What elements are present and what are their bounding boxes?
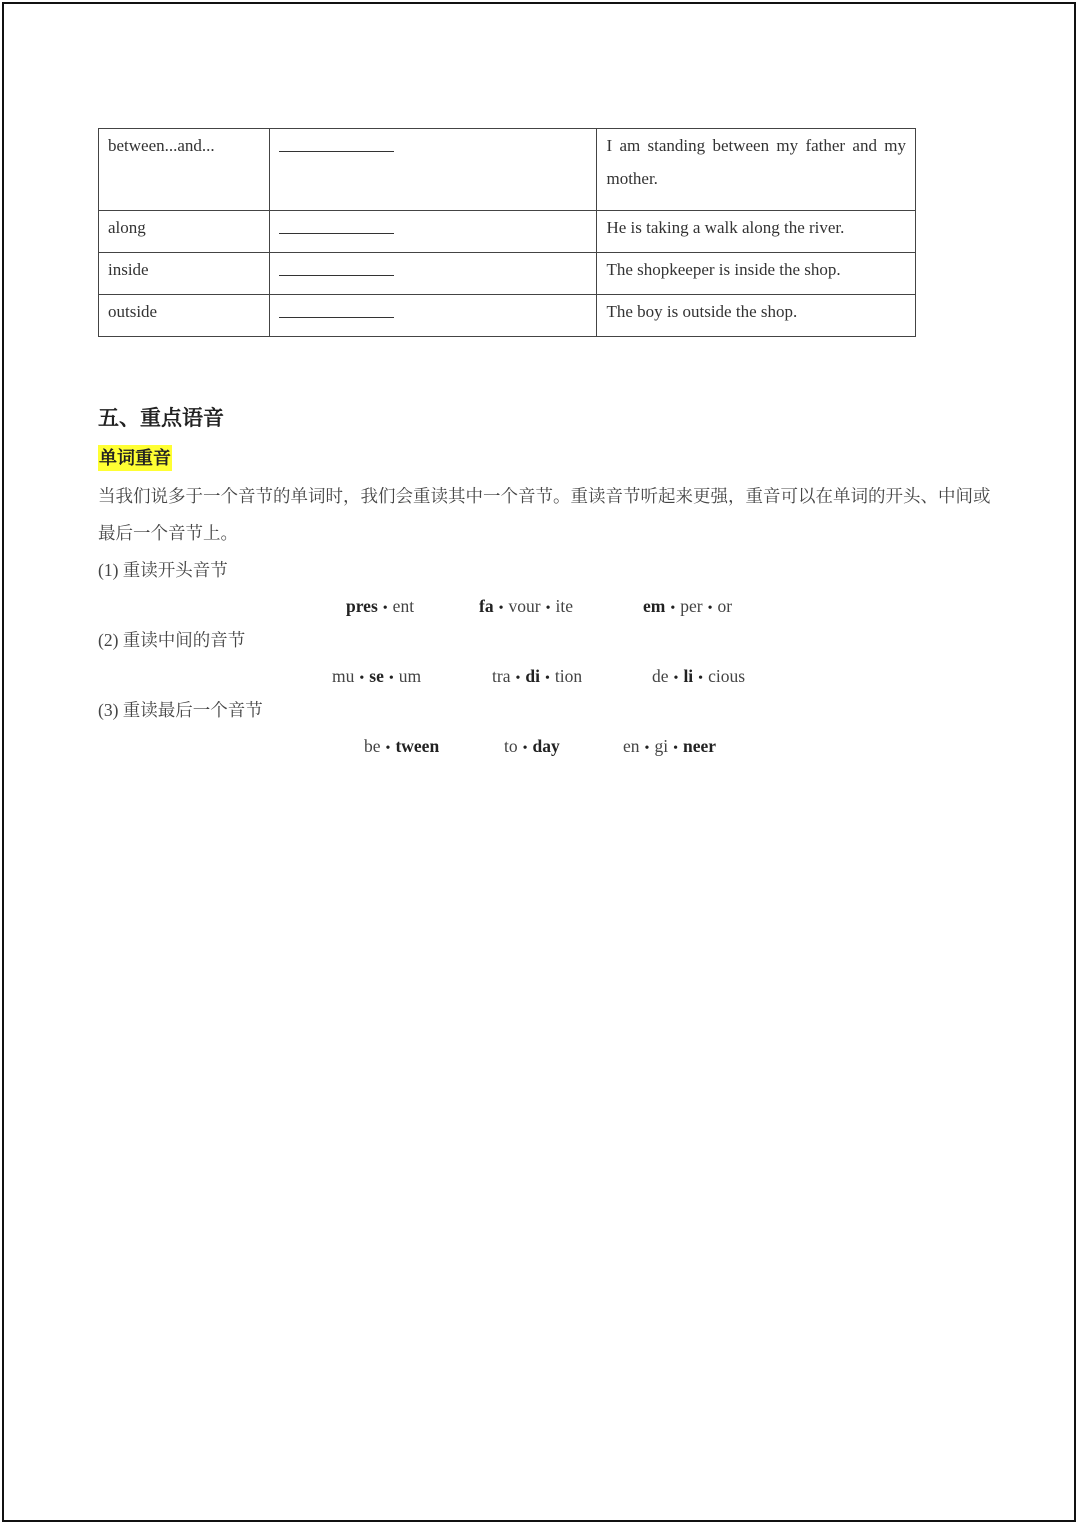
stressed-syllable: day xyxy=(532,736,560,756)
table-row xyxy=(99,253,916,295)
syllable-separator: • xyxy=(359,671,365,686)
stressed-syllable: em xyxy=(643,596,666,616)
vocabulary-table xyxy=(98,128,916,337)
syllable: en xyxy=(623,736,640,756)
stress-word xyxy=(643,591,732,624)
example-sentence-cell: The shopkeeper is inside the shop. xyxy=(597,253,916,295)
word-cell: outside xyxy=(99,295,270,337)
syllable-separator: • xyxy=(545,601,551,616)
stress-word xyxy=(504,731,560,764)
section-title: 五、重点语音 xyxy=(98,406,224,430)
stressed-syllable: pres xyxy=(346,596,378,616)
table-row xyxy=(99,211,916,253)
group-heading: (3) 重读最后一个音节 xyxy=(98,700,263,720)
syllable: tra xyxy=(492,666,511,686)
answer-blank-cell[interactable] xyxy=(269,253,597,295)
syllable: cious xyxy=(708,666,746,686)
stress-word xyxy=(364,731,439,764)
syllable-separator: • xyxy=(382,601,388,616)
syllable-separator: • xyxy=(673,671,679,686)
stress-word xyxy=(346,591,414,624)
answer-blank-line[interactable] xyxy=(279,215,394,234)
stressed-syllable: se xyxy=(369,666,384,686)
syllable-separator: • xyxy=(698,671,704,686)
syllable-separator: • xyxy=(385,741,391,756)
stressed-syllable: neer xyxy=(682,736,717,756)
syllable: mu xyxy=(332,666,355,686)
word-cell: between...and... xyxy=(99,129,270,211)
word-cell: along xyxy=(99,211,270,253)
syllable-separator: • xyxy=(644,741,650,756)
syllable: ent xyxy=(392,596,415,616)
syllable: vour xyxy=(508,596,541,616)
stress-word xyxy=(332,661,421,694)
syllable-separator: • xyxy=(670,601,676,616)
syllable-separator: • xyxy=(388,671,394,686)
syllable: de xyxy=(652,666,669,686)
stressed-syllable: tween xyxy=(395,736,440,756)
highlighted-subtitle: 单词重音 xyxy=(98,445,172,471)
stress-word xyxy=(623,731,716,764)
answer-blank-line[interactable] xyxy=(279,257,394,276)
answer-blank-line[interactable] xyxy=(279,299,394,318)
answer-blank-line[interactable] xyxy=(279,133,394,152)
example-sentence-cell: He is taking a walk along the river. xyxy=(597,211,916,253)
syllable: um xyxy=(398,666,422,686)
stress-word xyxy=(479,591,573,624)
syllable-separator: • xyxy=(707,601,713,616)
example-sentence-cell: The boy is outside the shop. xyxy=(597,295,916,337)
word-row xyxy=(0,661,1080,691)
table-row xyxy=(99,295,916,337)
syllable: tion xyxy=(554,666,583,686)
syllable: or xyxy=(717,596,733,616)
syllable: to xyxy=(504,736,518,756)
stress-word xyxy=(652,661,745,694)
syllable-separator: • xyxy=(498,601,504,616)
group-heading: (1) 重读开头音节 xyxy=(98,560,228,580)
syllable: gi xyxy=(654,736,669,756)
word-cell: inside xyxy=(99,253,270,295)
table-row xyxy=(99,129,916,211)
answer-blank-cell[interactable] xyxy=(269,211,597,253)
stressed-syllable: fa xyxy=(479,596,494,616)
syllable: per xyxy=(680,596,703,616)
stress-word xyxy=(492,661,582,694)
answer-blank-cell[interactable] xyxy=(269,295,597,337)
syllable-separator: • xyxy=(673,741,678,756)
example-sentence-cell: I am standing between my father and my mother. xyxy=(597,129,916,211)
stressed-syllable: di xyxy=(525,666,540,686)
answer-blank-cell[interactable] xyxy=(269,129,597,211)
intro-paragraph: 当我们说多于一个音节的单词时，我们会重读其中一个音节。重读音节听起来更强，重音可以在单词的开头、中间或最后一个音节上。 xyxy=(98,486,991,543)
syllable-separator: • xyxy=(522,741,528,756)
syllable: be xyxy=(364,736,381,756)
stressed-syllable: li xyxy=(683,666,694,686)
syllable-separator: • xyxy=(544,671,550,686)
group-heading: (2) 重读中间的音节 xyxy=(98,630,246,650)
word-row xyxy=(0,731,1080,761)
word-row xyxy=(0,591,1080,621)
syllable: ite xyxy=(555,596,573,616)
syllable-separator: • xyxy=(515,671,521,686)
